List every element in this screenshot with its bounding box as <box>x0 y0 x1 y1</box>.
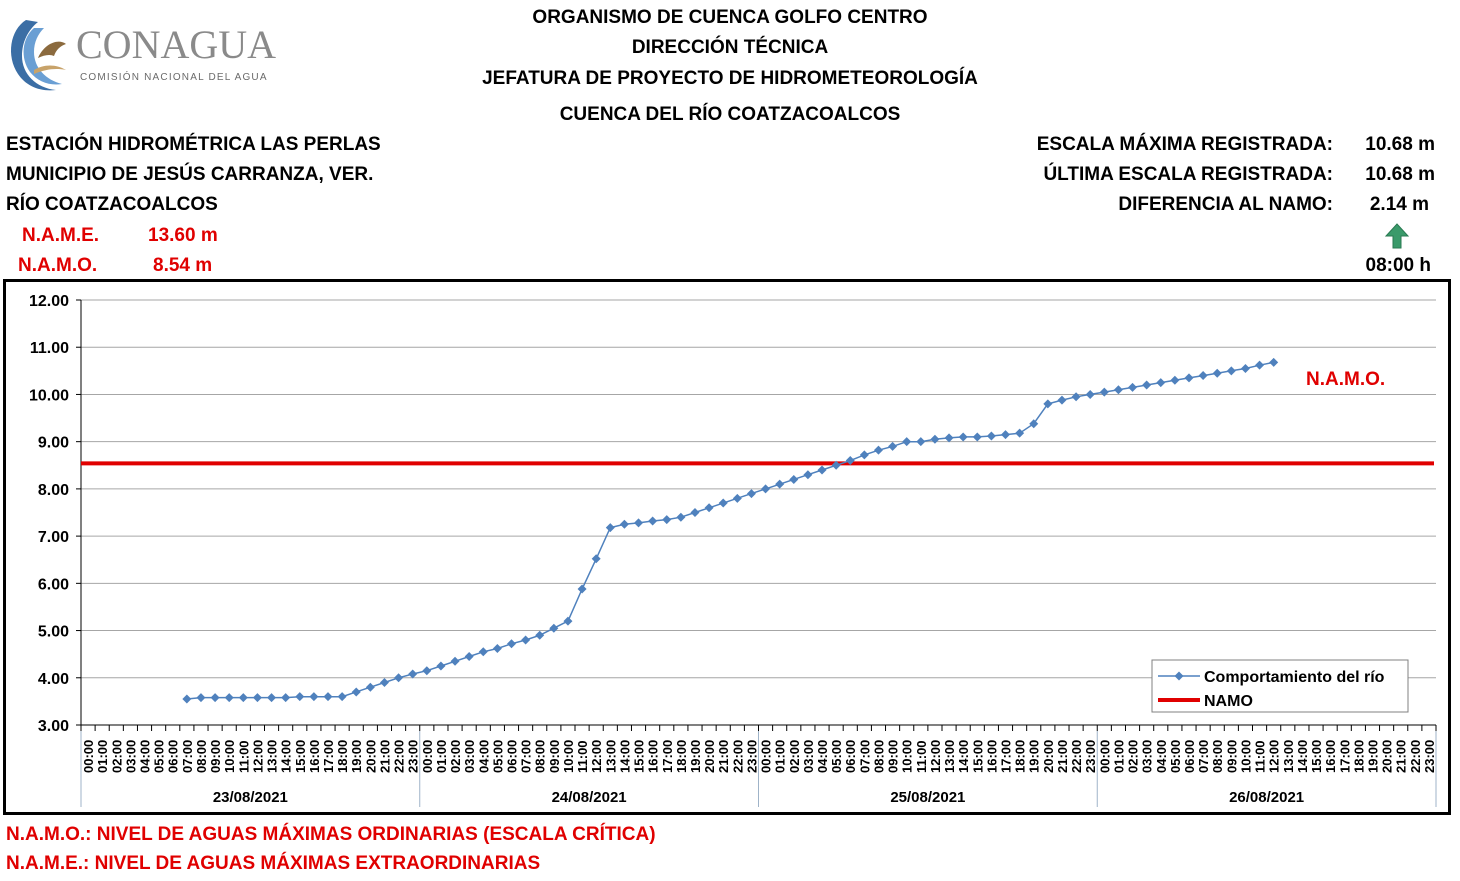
x-tick-label: 05:00 <box>829 739 845 773</box>
x-tick-label: 14:00 <box>617 739 633 773</box>
diff-namo-label: DIFERENCIA AL NAMO: <box>1118 194 1333 215</box>
name-value: 13.60 m <box>148 225 218 246</box>
y-tick-label: 4.00 <box>37 670 69 688</box>
x-tick-label: 08:00 <box>871 739 887 773</box>
river-data-point <box>1241 364 1250 373</box>
river-data-point <box>662 515 671 524</box>
river-data-point <box>1001 430 1010 439</box>
river-data-point <box>916 437 925 446</box>
river-data-point <box>225 693 234 702</box>
x-tick-label: 08:00 <box>193 739 209 773</box>
x-tick-label: 01:00 <box>433 739 449 773</box>
x-tick-label: 13:00 <box>1280 739 1296 773</box>
river-data-point <box>888 442 897 451</box>
x-tick-label: 00:00 <box>1097 739 1113 773</box>
river-data-point <box>1199 371 1208 380</box>
x-tick-label: 17:00 <box>998 739 1014 773</box>
river-data-point <box>182 695 191 704</box>
y-tick-label: 6.00 <box>37 576 69 594</box>
river-data-point <box>676 513 685 522</box>
river-data-point <box>1128 383 1137 392</box>
x-tick-label: 13:00 <box>603 739 619 773</box>
date-label: 26/08/2021 <box>1229 789 1305 806</box>
river-data-point <box>1255 361 1264 370</box>
y-tick-label: 7.00 <box>37 529 69 547</box>
river-data-point <box>422 666 431 675</box>
river-data-point <box>775 480 784 489</box>
river-data-point <box>733 494 742 503</box>
x-tick-label: 11:00 <box>236 740 252 773</box>
x-tick-label: 16:00 <box>306 739 322 773</box>
river-data-point <box>973 432 982 441</box>
x-tick-label: 16:00 <box>645 739 661 773</box>
x-tick-label: 04:00 <box>137 739 153 773</box>
header-line-2: DIRECCIÓN TÉCNICA <box>631 37 829 58</box>
river-data-point <box>1142 381 1151 390</box>
x-tick-label: 10:00 <box>1238 739 1254 773</box>
river-data-point <box>366 683 375 692</box>
x-tick-label: 07:00 <box>179 739 195 773</box>
x-tick-label: 18:00 <box>335 739 351 773</box>
river-data-point <box>860 450 869 459</box>
x-tick-label: 02:00 <box>1125 739 1141 773</box>
x-tick-label: 00:00 <box>419 739 435 773</box>
river-data-point <box>592 554 601 563</box>
river-data-point <box>535 631 544 640</box>
x-tick-label: 22:00 <box>730 739 746 773</box>
max-scale-value: 10.68 m <box>1365 134 1435 155</box>
river-data-point <box>1015 429 1024 438</box>
x-tick-label: 19:00 <box>1026 739 1042 773</box>
x-tick-label: 12:00 <box>589 739 605 773</box>
x-tick-label: 23:00 <box>1421 739 1437 773</box>
name-definition: N.A.M.E.: NIVEL DE AGUAS MÁXIMAS EXTRAORDINARIAS <box>6 853 541 874</box>
x-tick-label: 17:00 <box>659 739 675 773</box>
x-tick-label: 16:00 <box>984 739 1000 773</box>
namo-annotation: N.A.M.O. <box>1306 369 1386 390</box>
river-data-point <box>281 693 290 702</box>
x-tick-label: 02:00 <box>109 739 125 773</box>
x-tick-label: 19:00 <box>1365 739 1381 773</box>
x-tick-label: 06:00 <box>165 739 181 773</box>
x-tick-label: 01:00 <box>1111 739 1127 773</box>
x-tick-label: 20:00 <box>363 739 379 773</box>
x-tick-label: 11:00 <box>1252 740 1268 773</box>
river-data-point <box>761 484 770 493</box>
river-data-point <box>465 652 474 661</box>
river-data-point <box>211 693 220 702</box>
river-data-point <box>874 446 883 455</box>
station-name: ESTACIÓN HIDROMÉTRICA LAS PERLAS <box>6 134 381 155</box>
x-tick-label: 15:00 <box>631 739 647 773</box>
river-data-point <box>352 687 361 696</box>
river-data-point <box>705 503 714 512</box>
x-tick-label: 06:00 <box>1181 739 1197 773</box>
x-tick-label: 18:00 <box>1351 739 1367 773</box>
x-tick-label: 04:00 <box>476 739 492 773</box>
x-tick-label: 10:00 <box>899 739 915 773</box>
x-tick-label: 09:00 <box>546 739 562 773</box>
river-data-point <box>1227 366 1236 375</box>
x-tick-label: 12:00 <box>1266 739 1282 773</box>
river-data-point <box>479 647 488 656</box>
river-data-point <box>1086 390 1095 399</box>
river-data-point <box>394 673 403 682</box>
river-data-point <box>451 657 460 666</box>
x-tick-label: 01:00 <box>95 739 111 773</box>
x-tick-label: 13:00 <box>942 739 958 773</box>
x-tick-label: 03:00 <box>800 739 816 773</box>
x-tick-label: 05:00 <box>151 739 167 773</box>
river-data-point <box>945 433 954 442</box>
x-tick-label: 21:00 <box>377 739 393 773</box>
x-tick-label: 03:00 <box>123 739 139 773</box>
arrow-up-icon <box>1384 223 1410 249</box>
x-tick-label: 09:00 <box>208 739 224 773</box>
legend-series-label: Comportamiento del río <box>1204 669 1385 686</box>
namo-definition: N.A.M.O.: NIVEL DE AGUAS MÁXIMAS ORDINARIAS (ESCALA CRÍTICA) <box>6 824 656 845</box>
x-tick-label: 02:00 <box>448 739 464 773</box>
river-data-point <box>803 470 812 479</box>
x-tick-label: 11:00 <box>913 740 929 773</box>
river-data-point <box>521 636 530 645</box>
river-data-point <box>380 678 389 687</box>
water-level-chart <box>6 282 1448 812</box>
x-tick-label: 15:00 <box>970 739 986 773</box>
x-tick-label: 00:00 <box>81 739 97 773</box>
river-data-point <box>196 693 205 702</box>
x-tick-label: 13:00 <box>264 739 280 773</box>
x-tick-label: 07:00 <box>1196 739 1212 773</box>
river-data-point <box>1170 376 1179 385</box>
x-tick-label: 16:00 <box>1323 739 1339 773</box>
date-label: 25/08/2021 <box>890 789 966 806</box>
x-tick-label: 11:00 <box>575 740 591 773</box>
river-data-point <box>1184 373 1193 382</box>
x-tick-label: 21:00 <box>1054 739 1070 773</box>
river-data-point <box>606 523 615 532</box>
time-label: 08:00 h <box>1365 255 1431 276</box>
x-tick-label: 21:00 <box>1393 739 1409 773</box>
x-tick-label: 23:00 <box>744 739 760 773</box>
river-data-point <box>789 475 798 484</box>
y-tick-label: 9.00 <box>37 434 69 452</box>
river-data-point <box>1029 419 1038 428</box>
name-label: N.A.M.E. <box>22 225 100 246</box>
header-line-3: JEFATURA DE PROYECTO DE HIDROMETEOROLOGÍA <box>482 68 978 89</box>
x-tick-label: 10:00 <box>560 739 576 773</box>
river-data-point <box>1100 388 1109 397</box>
x-tick-label: 01:00 <box>772 739 788 773</box>
x-tick-label: 10:00 <box>222 739 238 773</box>
x-tick-label: 15:00 <box>1309 739 1325 773</box>
river-data-point <box>1057 396 1066 405</box>
x-tick-label: 14:00 <box>1294 739 1310 773</box>
legend-box <box>1152 660 1408 712</box>
x-tick-label: 18:00 <box>673 739 689 773</box>
x-tick-label: 08:00 <box>532 739 548 773</box>
x-tick-label: 00:00 <box>758 739 774 773</box>
x-tick-label: 02:00 <box>786 739 802 773</box>
river-data-point <box>620 520 629 529</box>
namo-value: 8.54 m <box>153 255 213 276</box>
x-tick-label: 14:00 <box>956 739 972 773</box>
x-tick-label: 22:00 <box>1407 739 1423 773</box>
x-tick-label: 09:00 <box>1224 739 1240 773</box>
river-data-point <box>1156 378 1165 387</box>
namo-label: N.A.M.O. <box>18 255 98 276</box>
station-river: RÍO COATZACOALCOS <box>6 194 218 215</box>
x-tick-label: 03:00 <box>1139 739 1155 773</box>
x-tick-label: 07:00 <box>518 739 534 773</box>
x-tick-label: 20:00 <box>1040 739 1056 773</box>
river-data-point <box>267 693 276 702</box>
x-tick-label: 17:00 <box>321 739 337 773</box>
river-data-point <box>436 661 445 670</box>
x-tick-label: 22:00 <box>1069 739 1085 773</box>
x-tick-label: 20:00 <box>702 739 718 773</box>
river-data-point <box>987 432 996 441</box>
legend-namo-label: NAMO <box>1204 693 1253 710</box>
river-data-point <box>1213 369 1222 378</box>
diff-namo-value: 2.14 m <box>1369 194 1429 215</box>
x-tick-label: 17:00 <box>1337 739 1353 773</box>
x-tick-label: 12:00 <box>927 739 943 773</box>
x-tick-label: 19:00 <box>687 739 703 773</box>
river-data-point <box>324 692 333 701</box>
x-tick-label: 05:00 <box>1167 739 1183 773</box>
max-scale-label: ESCALA MÁXIMA REGISTRADA: <box>1036 134 1333 155</box>
station-municipality: MUNICIPIO DE JESÚS CARRANZA, VER. <box>6 164 374 185</box>
x-tick-label: 22:00 <box>391 739 407 773</box>
x-tick-label: 12:00 <box>250 739 266 773</box>
x-tick-label: 21:00 <box>716 739 732 773</box>
y-tick-label: 3.00 <box>37 718 69 735</box>
y-tick-label: 12.00 <box>28 293 69 310</box>
chart-frame <box>3 279 1451 815</box>
river-data-point <box>959 432 968 441</box>
x-tick-label: 08:00 <box>1210 739 1226 773</box>
y-tick-label: 5.00 <box>37 623 69 641</box>
last-scale-value: 10.68 m <box>1365 164 1435 185</box>
date-label: 23/08/2021 <box>212 789 288 806</box>
x-tick-label: 18:00 <box>1012 739 1028 773</box>
river-data-point <box>930 435 939 444</box>
x-tick-label: 06:00 <box>504 739 520 773</box>
x-tick-label: 06:00 <box>843 739 859 773</box>
x-tick-label: 23:00 <box>405 739 421 773</box>
river-data-point <box>747 489 756 498</box>
river-data-point <box>719 499 728 508</box>
river-data-point <box>578 585 587 594</box>
river-data-point <box>239 693 248 702</box>
river-data-point <box>648 517 657 526</box>
x-tick-label: 19:00 <box>349 739 365 773</box>
x-tick-label: 23:00 <box>1083 739 1099 773</box>
river-data-point <box>1072 392 1081 401</box>
river-data-point <box>493 644 502 653</box>
x-tick-label: 05:00 <box>490 739 506 773</box>
river-data-point <box>549 624 558 633</box>
x-tick-label: 09:00 <box>885 739 901 773</box>
date-label: 24/08/2021 <box>551 789 627 806</box>
y-tick-label: 8.00 <box>37 481 69 499</box>
x-tick-label: 03:00 <box>462 739 478 773</box>
river-data-point <box>818 466 827 475</box>
river-data-point <box>563 617 572 626</box>
river-data-point <box>902 437 911 446</box>
svg-text:COMISIÓN NACIONAL DEL AGUA: COMISIÓN NACIONAL DEL AGUA <box>80 72 268 83</box>
river-data-point <box>309 692 318 701</box>
header-line-4: CUENCA DEL RÍO COATZACOALCOS <box>559 104 901 125</box>
river-data-point <box>408 670 417 679</box>
header-line-1: ORGANISMO DE CUENCA GOLFO CENTRO <box>532 7 928 28</box>
x-tick-label: 15:00 <box>292 739 308 773</box>
river-data-point <box>690 508 699 517</box>
river-series-line <box>187 362 1274 699</box>
river-data-point <box>253 693 262 702</box>
x-tick-label: 14:00 <box>278 739 294 773</box>
y-tick-label: 10.00 <box>28 387 69 405</box>
river-data-point <box>507 639 516 648</box>
river-data-point <box>1114 385 1123 394</box>
x-tick-label: 04:00 <box>1153 739 1169 773</box>
river-data-point <box>338 692 347 701</box>
x-tick-label: 07:00 <box>857 739 873 773</box>
y-tick-label: 11.00 <box>29 340 69 358</box>
river-data-point <box>295 692 304 701</box>
river-data-point <box>1269 358 1278 367</box>
last-scale-label: ÚLTIMA ESCALA REGISTRADA: <box>1043 164 1333 185</box>
river-data-point <box>634 518 643 527</box>
x-tick-label: 20:00 <box>1379 739 1395 773</box>
x-tick-label: 04:00 <box>815 739 831 773</box>
svg-text:CONAGUA: CONAGUA <box>76 22 276 67</box>
